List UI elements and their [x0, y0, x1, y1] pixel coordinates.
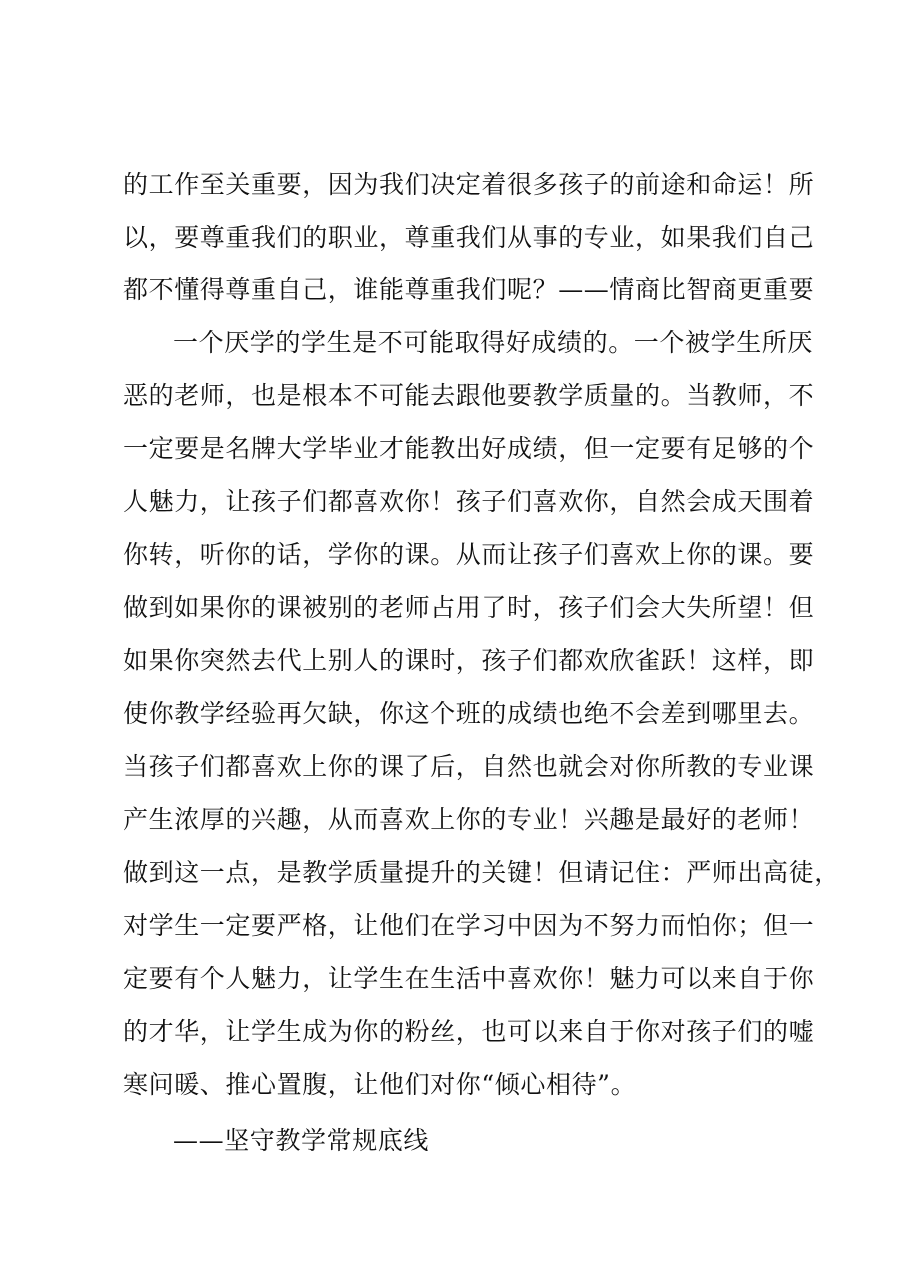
text-line: 做到如果你的课被别的老师占用了时，孩子们会大失所望！但	[123, 593, 815, 622]
text-line: 对学生一定要严格，让他们在学习中因为不努力而怕你；但一	[123, 911, 815, 940]
text-line: 的工作至关重要，因为我们决定着很多孩子的前途和命运！所	[123, 170, 815, 199]
text-line: 以，要尊重我们的职业，尊重我们从事的专业，如果我们自己	[123, 223, 815, 252]
text-line: 都不懂得尊重自己，谁能尊重我们呢？——情商比智商更重要	[123, 275, 815, 304]
text-line: 人魅力，让孩子们都喜欢你！孩子们喜欢你，自然会成天围着	[123, 487, 815, 516]
text-line: 寒问暖、推心置腹，让他们对你“倾心相待”。	[123, 1070, 637, 1099]
text-line: 产生浓厚的兴趣，从而喜欢上你的专业！兴趣是最好的老师！	[123, 805, 815, 834]
text-line: 当孩子们都喜欢上你的课了后，自然也就会对你所教的专业课	[123, 752, 815, 781]
text-line: 如果你突然去代上别人的课时，孩子们都欢欣雀跃！这样，即	[123, 646, 815, 675]
section-heading: ——坚守教学常规底线	[173, 1126, 430, 1155]
text-line: 做到这一点，是教学质量提升的关键！但请记住：严师出高徒，	[123, 858, 840, 887]
text-line: 的才华，让学生成为你的粉丝，也可以来自于你对孩子们的嘘	[123, 1017, 815, 1046]
text-line: 定要有个人魅力，让学生在生活中喜欢你！魅力可以来自于你	[123, 964, 815, 993]
paragraph-first-line: 一个厌学的学生是不可能取得好成绩的。一个被学生所厌	[173, 328, 814, 357]
text-line: 使你教学经验再欠缺，你这个班的成绩也绝不会差到哪里去。	[123, 699, 815, 728]
text-line: 恶的老师，也是根本不可能去跟他要教学质量的。当教师，不	[123, 381, 815, 410]
text-line: 你转，听你的话，学你的课。从而让孩子们喜欢上你的课。要	[123, 540, 815, 569]
text-line: 一定要是名牌大学毕业才能教出好成绩，但一定要有足够的个	[123, 434, 815, 463]
